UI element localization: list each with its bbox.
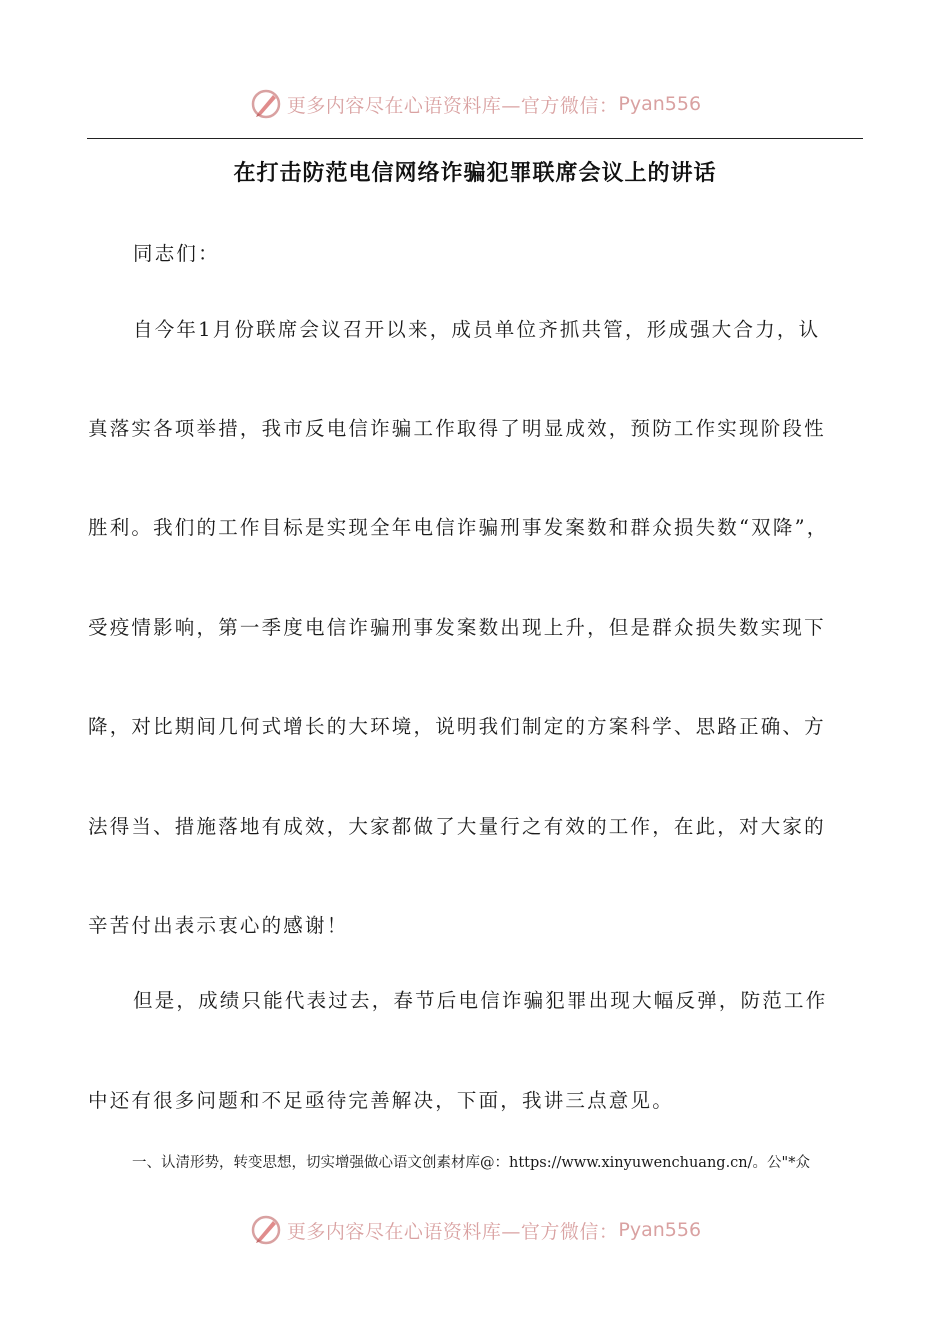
paragraph-line: 中还有很多问题和不足亟待完善解决，下面，我讲三点意见。 bbox=[88, 1089, 674, 1112]
header-divider bbox=[87, 138, 863, 139]
paragraph-line: 但是，成绩只能代表过去，春节后电信诈骗犯罪出现大幅反弹，防范工作 bbox=[133, 989, 828, 1012]
paragraph-line: 受疫情影响，第一季度电信诈骗刑事发案数出现上升，但是群众损失数实现下 bbox=[88, 616, 826, 639]
section-heading: 一、认清形势，转变思想，切实增强做心语文创素材库@：https://www.xinyuwenchuang.cn/。公"*众 bbox=[132, 1155, 810, 1171]
footer-banner bbox=[0, 1208, 950, 1252]
header-banner-wechat-id: Pyan556 bbox=[618, 93, 702, 115]
salutation-line: 同志们： bbox=[133, 242, 220, 265]
paragraph-line: 胜利。我们的工作目标是实现全年电信诈骗刑事发案数和群众损失数“双降”， bbox=[88, 516, 829, 539]
footer-banner-wechat-id: Pyan556 bbox=[618, 1219, 702, 1241]
paragraph-line: 自今年1月份联席会议召开以来，成员单位齐抓共管，形成强大合力，认 bbox=[133, 318, 821, 341]
header-banner-text: 更多内容尽在心语资料库—官方微信： bbox=[286, 94, 619, 117]
paragraph-line: 降，对比期间几何式增长的大环境，说明我们制定的方案科学、思路正确、方 bbox=[88, 715, 826, 738]
paragraph-line: 真落实各项举措，我市反电信诈骗工作取得了明显成效，预防工作实现阶段性 bbox=[88, 417, 826, 440]
paragraph-line: 法得当、措施落地有成效，大家都做了大量行之有效的工作，在此，对大家的 bbox=[88, 815, 826, 838]
header-banner bbox=[0, 82, 950, 126]
paragraph-line: 辛苦付出表示衷心的感谢！ bbox=[88, 914, 349, 937]
pen-logo-icon bbox=[249, 1213, 283, 1247]
pen-logo-icon bbox=[249, 87, 283, 121]
document-title: 在打击防范电信网络诈骗犯罪联席会议上的讲话 bbox=[233, 160, 717, 186]
footer-banner-text: 更多内容尽在心语资料库—官方微信： bbox=[286, 1220, 619, 1243]
